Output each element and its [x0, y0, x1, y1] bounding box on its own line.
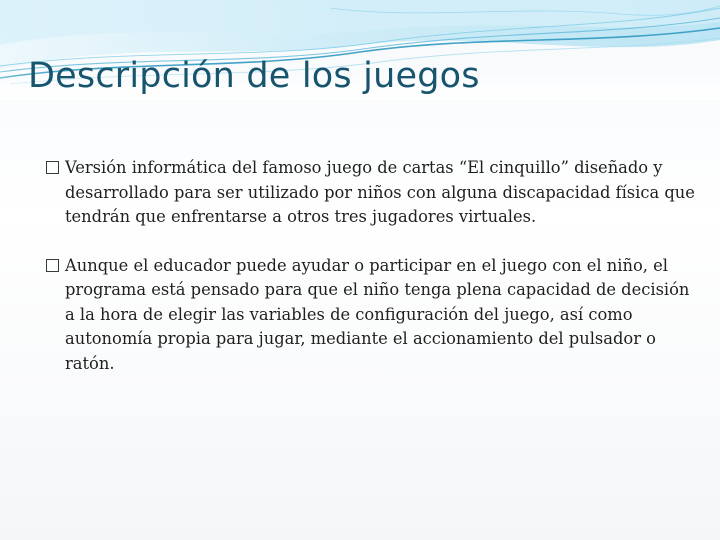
list-item: [46, 156, 696, 230]
bullet-list: [46, 156, 696, 400]
square-bullet-icon: [46, 161, 59, 174]
slide-title: Descripción de los juegos: [28, 56, 480, 96]
bullet-text: Aunque el educador puede ayudar o participar en el juego con el niño, el programa está pensado para que el niño tenga plena capacidad de decisión a la hora de elegir las variables de configuración del juego, así como autonomía propia para jugar, mediante el accionamiento del pulsador o ratón.: [65, 255, 690, 373]
list-item: [46, 254, 696, 377]
bullet-text: Versión informática del famoso juego de cartas “El cinquillo” diseñado y desarrollado para ser utilizado por niños con alguna discapacidad física que tendrán que enfrentarse a otros tres jugadores virtuales.: [65, 158, 695, 226]
square-bullet-icon: [46, 259, 59, 272]
